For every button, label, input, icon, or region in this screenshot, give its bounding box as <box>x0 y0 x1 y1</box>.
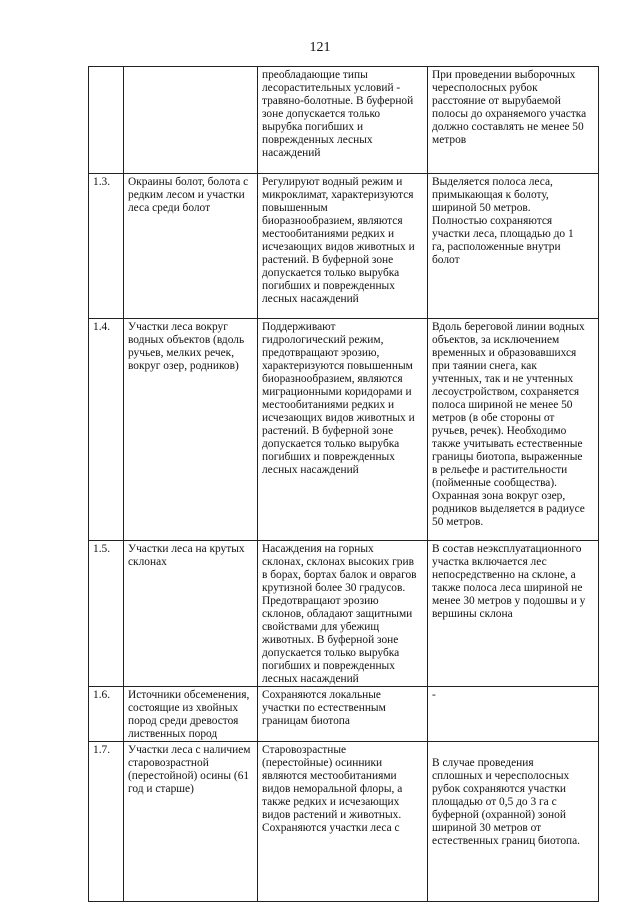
requirements-cell <box>428 67 599 174</box>
text-line: состоящие из хвойных <box>128 702 239 714</box>
text-line: являются местообитаниями <box>262 770 397 782</box>
text-line: метров <box>432 134 467 146</box>
requirements-cell <box>428 174 599 319</box>
description-cell <box>258 541 428 687</box>
text-line: лесорастительных условий - <box>262 82 401 94</box>
text-line: предотвращают эрозию, <box>262 347 380 359</box>
text-line: Вдоль береговой линии водных <box>432 321 585 333</box>
text-line: травяно-болотные. В буферной <box>262 95 414 107</box>
biotope-name-cell <box>124 174 258 319</box>
requirements-cell <box>428 541 599 687</box>
biotope-name-cell <box>124 687 258 742</box>
text-line: старовозрастной <box>128 757 209 769</box>
text-line: га, расположенные внутри <box>432 241 561 253</box>
text-line: примыкающая к болоту, <box>432 189 549 201</box>
text-line: вырубка погибших и <box>262 121 364 133</box>
text-line: биоразнообразием, являются <box>262 215 403 227</box>
text-line: ручьев, речек). Необходимо <box>432 425 567 437</box>
text-line: Окраины болот, болота с <box>128 176 249 188</box>
text-line: при таянии снега, как <box>432 360 537 372</box>
text-line: допускается только вырубка <box>262 438 400 450</box>
text-line: леса среди болот <box>128 202 211 214</box>
text-line: склонах, склонах высоких грив <box>262 556 414 568</box>
description-cell <box>258 174 428 319</box>
text-line: естественных границ биотопа. <box>432 835 581 847</box>
text-line: полосы до охраняемого участка <box>432 108 587 120</box>
text-line: видов неморальной флоры, а <box>262 783 403 795</box>
text-line: в рельефе и растительности <box>432 464 568 476</box>
text-line: Охранная зона вокруг озер, <box>432 490 566 502</box>
row-number <box>89 541 124 687</box>
text-line: лиственных пород <box>128 728 218 740</box>
text-line: Участки леса с наличием <box>128 744 251 756</box>
table-row <box>89 687 599 742</box>
text-line: рубок сохраняются участки <box>432 783 566 795</box>
text-line: допускается только вырубка <box>262 647 400 659</box>
text-line: - <box>432 689 436 701</box>
text-line: участки леса, площадью до 1 <box>432 228 574 240</box>
row-number <box>89 67 124 174</box>
text-line: Старовозрастные <box>262 744 347 756</box>
text-line: также редких и исчезающих <box>262 796 400 808</box>
text-line: буферной (охранной) зоной <box>432 809 566 821</box>
text-line: чересполосных рубок <box>432 82 538 94</box>
text-line: шириной 30 метров от <box>432 822 542 834</box>
text-line: Источники обсеменения, <box>128 689 250 701</box>
text-line: животных. В буферной зоне <box>262 634 399 646</box>
text-line: погибших и поврежденных <box>262 451 395 463</box>
text-line: биоразнообразием, являются <box>262 373 403 385</box>
text-line: непосредственно на склоне, а <box>432 569 576 581</box>
text-line: характеризуются повышенным <box>262 360 413 372</box>
text-line: пород среди древостоя <box>128 715 239 727</box>
text-line: погибших и поврежденных <box>262 660 395 672</box>
text-line: лесных насаждений <box>262 464 359 476</box>
text-line: также учитывать естественные <box>432 438 583 450</box>
text-line: преобладающие типы <box>262 69 368 81</box>
text-line: Выделяется полоса леса, <box>432 176 553 188</box>
biotope-name-cell <box>124 67 258 174</box>
text-line: исчезающих видов животных и <box>262 241 415 253</box>
text-line: сплошных и чересполосных <box>432 770 570 782</box>
text-line: границам биотопа <box>262 715 350 727</box>
biotope-name-cell <box>124 742 258 902</box>
text-line: (пойменные сообщества). <box>432 477 558 489</box>
text-line: расстояние от вырубаемой <box>432 95 561 107</box>
text-line: 1.5. <box>93 543 111 555</box>
text-line: зоне допускается только <box>262 108 381 120</box>
text-line: Полностью сохраняются <box>432 215 553 227</box>
row-number <box>89 319 124 541</box>
text-line: Предотвращают эрозию <box>262 595 379 607</box>
text-line: видов растений и животных. <box>262 809 402 821</box>
text-line: участка включается лес <box>432 556 547 568</box>
row-number <box>89 687 124 742</box>
text-line: 1.3. <box>93 176 111 188</box>
row-number <box>89 174 124 319</box>
text-line: Участки леса на крутых <box>128 543 245 555</box>
text-line: растений. В буферной зоне <box>262 425 394 437</box>
text-line: местообитаниями редких и <box>262 399 395 411</box>
requirements-cell <box>428 687 599 742</box>
text-line: миграционными коридорами и <box>262 386 412 398</box>
text-line: гидрологический режим, <box>262 334 384 346</box>
row-number <box>89 742 124 902</box>
text-line: болот <box>432 254 460 266</box>
table-row <box>89 742 599 902</box>
text-line: Регулируют водный режим и <box>262 176 403 188</box>
biotope-table <box>88 66 599 902</box>
text-line: полоса шириной не менее 50 <box>432 399 573 411</box>
text-line: год и старше) <box>128 783 194 795</box>
description-cell <box>258 742 428 902</box>
text-line: менее 30 метров у подошвы и у <box>432 595 586 607</box>
text-line: родников выделяется в радиусе <box>432 503 585 515</box>
text-line: вершины склона <box>432 608 513 620</box>
text-line: повышенным <box>262 202 328 214</box>
requirements-cell <box>428 319 599 541</box>
text-line: При проведении выборочных <box>432 69 576 81</box>
text-line: насаждений <box>262 147 321 159</box>
text-line: должно составлять не менее 50 <box>432 121 584 133</box>
text-line: 50 метров. <box>432 516 484 528</box>
biotope-name-cell <box>124 541 258 687</box>
text-line: Насаждения на горных <box>262 543 374 555</box>
text-line: исчезающих видов животных и <box>262 412 415 424</box>
requirements-cell <box>428 742 599 902</box>
text-line: лесных насаждений <box>262 293 359 305</box>
text-line: поврежденных лесных <box>262 134 373 146</box>
text-line: в борах, бортах балок и оврагов <box>262 569 417 581</box>
text-line: В состав неэксплуатационного <box>432 543 582 555</box>
text-line: крутизной более 30 градусов. <box>262 582 406 594</box>
text-line: склонах <box>128 556 167 568</box>
text-line: (перестойной) осины (61 <box>128 770 250 782</box>
text-line: лесных насаждений <box>262 673 359 685</box>
text-line: временных и образовавшихся <box>432 347 577 359</box>
text-line: водных объектов (вдоль <box>128 334 245 346</box>
text-line: свойствами для убежищ <box>262 621 380 633</box>
text-line: объектов, за исключением <box>432 334 560 346</box>
text-line: лесоустройством, сохраняется <box>432 386 580 398</box>
text-line: вокруг озер, родников) <box>128 360 239 372</box>
text-line: микроклимат, характеризуются <box>262 189 414 201</box>
text-line: учтенных, так и не учтенных <box>432 373 574 385</box>
text-line: погибших и поврежденных <box>262 280 395 292</box>
description-cell <box>258 67 428 174</box>
text-line: метров (в обе стороны от <box>432 412 555 424</box>
text-line: местообитаниями редких и <box>262 228 395 240</box>
text-line: ручьев, мелких речек, <box>128 347 235 359</box>
description-cell <box>258 687 428 742</box>
text-line: (перестойные) осинники <box>262 757 383 769</box>
text-line: допускается только вырубка <box>262 267 400 279</box>
text-line: растений. В буферной зоне <box>262 254 394 266</box>
text-line: 1.4. <box>93 321 111 333</box>
table-row <box>89 319 599 541</box>
text-line: склонов, обладают защитными <box>262 608 413 620</box>
table-row <box>89 541 599 687</box>
text-line: площадью от 0,5 до 3 га с <box>432 796 557 808</box>
biotope-name-cell <box>124 319 258 541</box>
table-row <box>89 67 599 174</box>
text-line: шириной 50 метров. <box>432 202 531 214</box>
text-line <box>432 744 594 757</box>
text-line: также полоса леса шириной не <box>432 582 583 594</box>
text-line: Сохраняются локальные <box>262 689 381 701</box>
description-cell <box>258 319 428 541</box>
page-number: 121 <box>309 40 331 55</box>
text-line: границы биотопа, выраженные <box>432 451 583 463</box>
text-line: 1.7. <box>93 744 111 756</box>
text-line: участки по естественным <box>262 702 386 714</box>
text-line: Поддерживают <box>262 321 336 333</box>
text-line: Участки леса вокруг <box>128 321 228 333</box>
text-line: Сохраняются участки леса с <box>262 822 400 834</box>
text-line: В случае проведения <box>432 757 534 769</box>
table-row <box>89 174 599 319</box>
text-line: 1.6. <box>93 689 111 701</box>
text-line: редким лесом и участки <box>128 189 245 201</box>
